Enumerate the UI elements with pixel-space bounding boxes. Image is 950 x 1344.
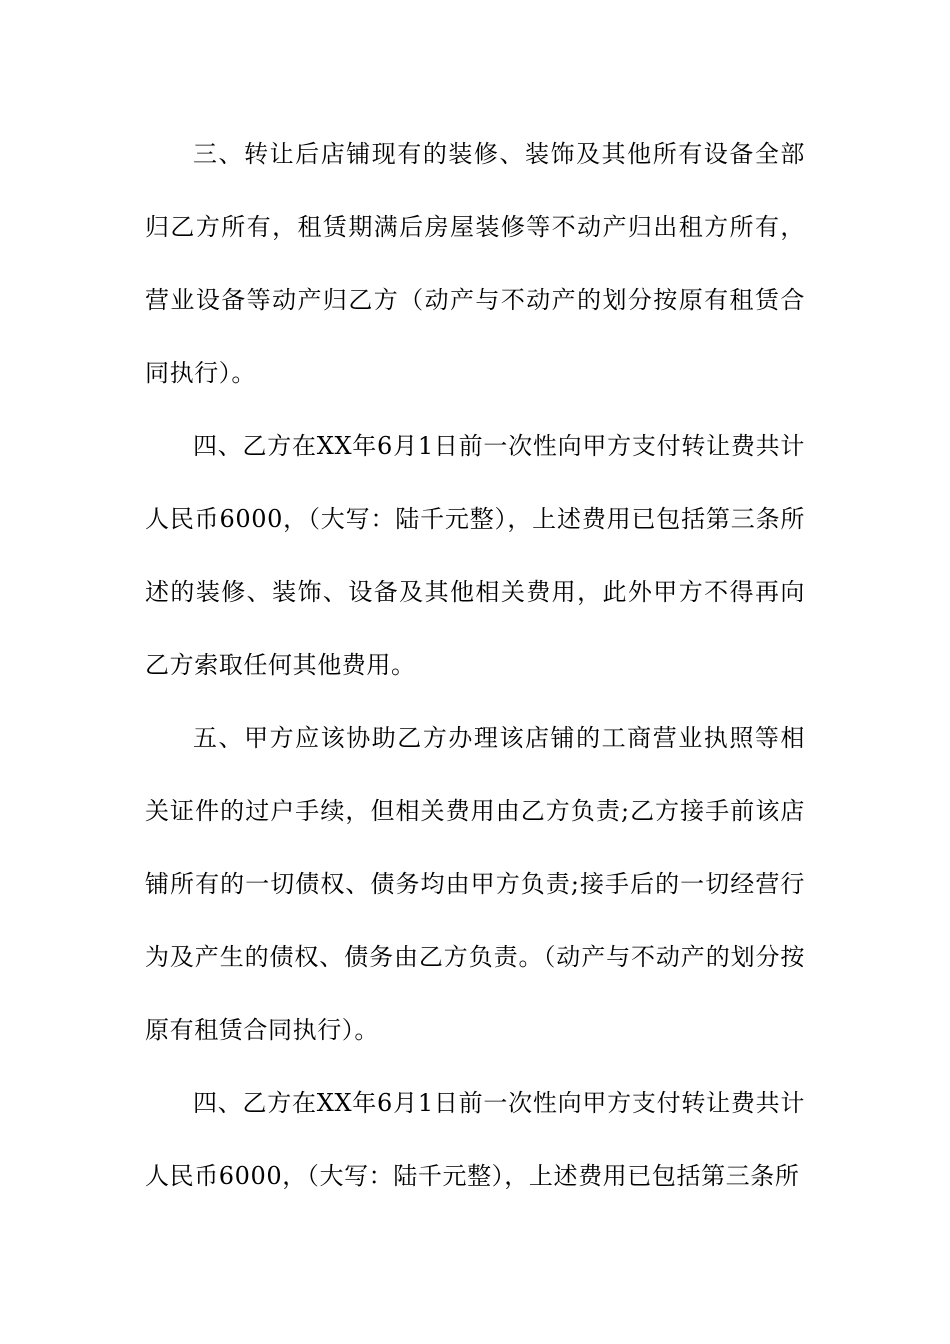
paragraph-clause-4-repeat: 四、乙方在XX年6月1日前一次性向甲方支付转让费共计人民币6000，（大写：陆千元整），上述费用已包括第三条所 — [145, 1089, 805, 1190]
paragraph-clause-3: 三、转让后店铺现有的装修、装饰及其他所有设备全部归乙方所有，租赁期满后房屋装修等不动产归出租方所有，营业设备等动产归乙方（动产与不动产的划分按原有租赁合同执行）。 — [145, 140, 805, 387]
document-body — [145, 118, 805, 1213]
paragraph-clause-4: 四、乙方在XX年6月1日前一次性向甲方支付转让费共计人民币6000，（大写：陆千元整），上述费用已包括第三条所述的装修、装饰、设备及其他相关费用，此外甲方不得再向乙方索取任何其他费用。 — [145, 432, 805, 679]
paragraph-clause-5: 五、甲方应该协助乙方办理该店铺的工商营业执照等相关证件的过户手续，但相关费用由乙方负责;乙方接手前该店铺所有的一切债权、债务均由甲方负责;接手后的一切经营行为及产生的债权、债务由乙方负责。（动产与不动产的划分按原有租赁合同执行）。 — [145, 724, 805, 1044]
